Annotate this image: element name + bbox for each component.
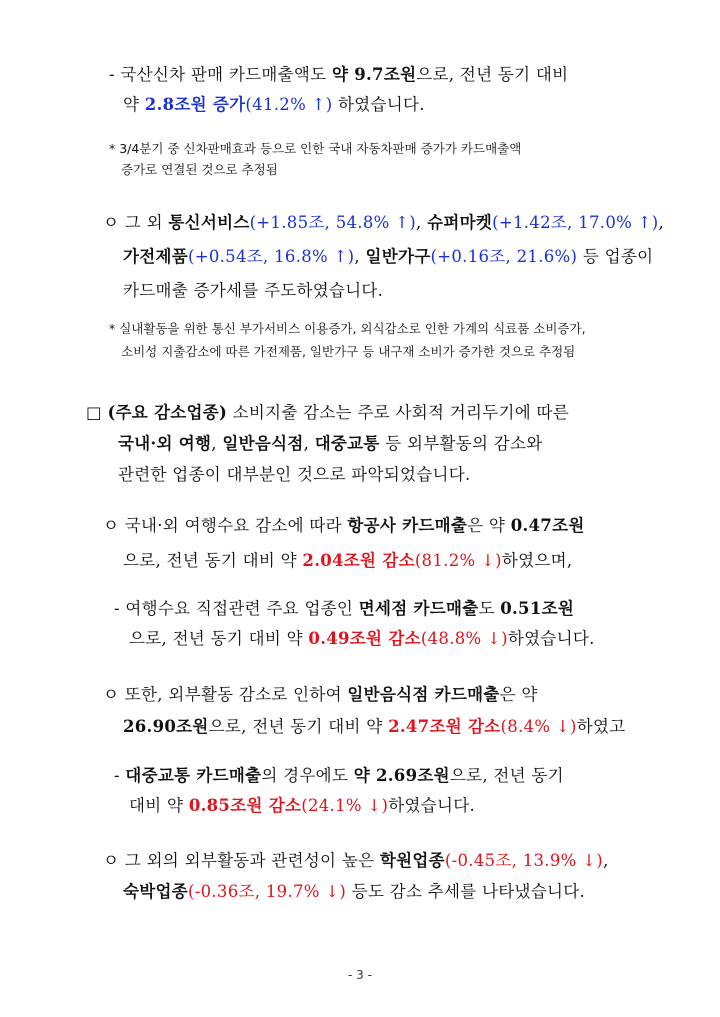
text-run: 하였습니다. — [507, 629, 595, 648]
para-line — [118, 432, 542, 456]
text-run: (81.2% ↓) — [414, 551, 502, 570]
text-run: 대비 약 — [129, 796, 189, 815]
text-run: 은 약 — [467, 516, 511, 535]
text-run: 하였고 — [576, 717, 626, 736]
text-run: - 국산신차 판매 카드매출액도 — [109, 65, 332, 84]
text-run: 등 업종이 — [577, 247, 654, 266]
text-run: * 실내활동을 위한 통신 부가서비스 이용증가, 외식감소로 인한 가계의 식료품 소비증가, — [109, 321, 586, 336]
para-line — [123, 279, 383, 303]
text-run: , — [354, 247, 366, 266]
text-run: (+0.54조, 16.8% ↑) — [187, 247, 355, 266]
para-line — [123, 549, 572, 573]
text-run: 가전제품 — [123, 247, 188, 266]
text-run: □ — [86, 403, 108, 422]
para-line — [103, 849, 609, 873]
para-line — [129, 627, 595, 651]
text-run: (-0.45조, 13.9% ↓) — [444, 851, 604, 870]
text-run: , — [416, 213, 428, 232]
text-run: 으로, 전년 동기 — [449, 766, 564, 785]
text-run: - — [114, 766, 126, 785]
note-line — [121, 161, 278, 179]
text-run: 26.90조원 — [123, 717, 209, 736]
text-run: 면세점 카드매출 — [358, 599, 479, 618]
text-run: (41.2% ↑) — [245, 95, 333, 114]
text-run: 2.8조원 증가 — [144, 95, 246, 114]
text-run: (+0.16조, 21.6%) — [430, 247, 578, 266]
text-run: 등 외부활동의 감소와 — [379, 434, 543, 453]
text-run: 0.51조원 — [500, 599, 575, 618]
text-run: 카드매출 증가세를 주도하였습니다. — [123, 281, 384, 300]
text-run: 0.85조원 감소 — [188, 796, 302, 815]
note-line — [109, 140, 521, 158]
para-line — [86, 401, 569, 425]
para-line — [109, 63, 568, 87]
text-run: (24.1% ↓) — [301, 796, 389, 815]
text-run: 0.47조원 — [510, 516, 585, 535]
para-line — [123, 880, 585, 904]
text-run: 의 경우에도 — [261, 766, 354, 785]
text-run: 관련한 업종이 대부분인 것으로 파악되었습니다. — [118, 465, 471, 484]
text-run: 2.04조원 감소 — [302, 551, 415, 570]
text-run: 일반가구 — [365, 247, 431, 266]
text-run: 으로, 전년 동기 대비 약 — [129, 629, 309, 648]
text-run: 으로, 전년 동기 대비 약 — [208, 717, 389, 736]
text-run: 대중교통 카드매출 — [125, 766, 262, 785]
text-run: 소비지출 감소는 주로 사회적 거리두기에 따른 — [227, 403, 569, 422]
text-run: , — [603, 851, 609, 870]
para-line — [123, 93, 425, 117]
text-run: 약 — [123, 95, 145, 114]
text-run: 약 2.69조원 — [353, 766, 450, 785]
text-run: 하였습니다. — [332, 95, 425, 114]
text-run: 2.47조원 감소 — [388, 717, 501, 736]
para-line — [114, 597, 574, 621]
text-run: 으로, 전년 동기 대비 약 — [123, 551, 303, 570]
para-line — [118, 463, 471, 487]
text-run: , — [211, 434, 223, 453]
para-line — [103, 211, 664, 235]
text-run: - 여행수요 직접관련 주요 업종인 — [114, 599, 359, 618]
note-line — [121, 343, 575, 361]
text-run: 국내·외 여행 — [118, 434, 212, 453]
para-line — [103, 683, 538, 707]
text-run: ㅇ 국내·외 여행수요 감소에 따라 — [103, 516, 348, 535]
para-line — [114, 764, 564, 788]
text-run: 일반음식점 — [222, 434, 304, 453]
para-line — [123, 245, 653, 269]
text-run: , — [303, 434, 315, 453]
text-run: 대중교통 — [314, 434, 380, 453]
text-run: 약 9.7조원 — [331, 65, 417, 84]
para-line — [103, 514, 585, 538]
text-run: ㅇ 그 외의 외부활동과 관련성이 높은 — [103, 851, 380, 870]
text-run: (48.8% ↓) — [420, 629, 508, 648]
text-run: 일반음식점 카드매출 — [347, 685, 500, 704]
text-run: ㅇ 또한, 외부활동 감소로 인하여 — [103, 685, 348, 704]
text-run: (+1.42조, 17.0% ↑) — [492, 213, 659, 232]
text-run: 으로, 전년 동기 대비 — [416, 65, 569, 84]
text-run: 등도 감소 추세를 나타냈습니다. — [346, 882, 586, 901]
text-run: (주요 감소업종) — [107, 403, 228, 422]
text-run: * 3/4분기 중 신차판매효과 등으로 인한 국내 자동차판매 증가가 카드매출액 — [109, 141, 522, 156]
text-run: 슈퍼마켓 — [427, 213, 493, 232]
text-run: 소비성 지출감소에 따른 가전제품, 일반가구 등 내구재 소비가 증가한 것으로 추정됨 — [121, 344, 576, 359]
text-run: (-0.36조, 19.7% ↓) — [187, 882, 347, 901]
page-number: - 3 - — [348, 968, 372, 982]
text-run: 학원업종 — [379, 851, 445, 870]
text-run: 0.49조원 감소 — [308, 629, 421, 648]
note-line — [109, 320, 586, 338]
text-run: (8.4% ↓) — [500, 717, 577, 736]
text-run: 숙박업종 — [123, 882, 188, 901]
text-run: (+1.85조, 54.8% ↑) — [249, 213, 417, 232]
text-run: 은 약 — [499, 685, 538, 704]
text-run: 항공사 카드매출 — [347, 516, 468, 535]
text-run: 하였습니다. — [388, 796, 476, 815]
para-line — [129, 794, 475, 818]
para-line — [123, 715, 625, 739]
text-run: ㅇ 그 외 — [103, 213, 169, 232]
text-run: , — [658, 213, 665, 232]
text-run: 도 — [478, 599, 501, 618]
text-run: 하였으며, — [501, 551, 573, 570]
text-run: 증가로 연결된 것으로 추정됨 — [121, 162, 278, 177]
text-run: 통신서비스 — [168, 213, 250, 232]
